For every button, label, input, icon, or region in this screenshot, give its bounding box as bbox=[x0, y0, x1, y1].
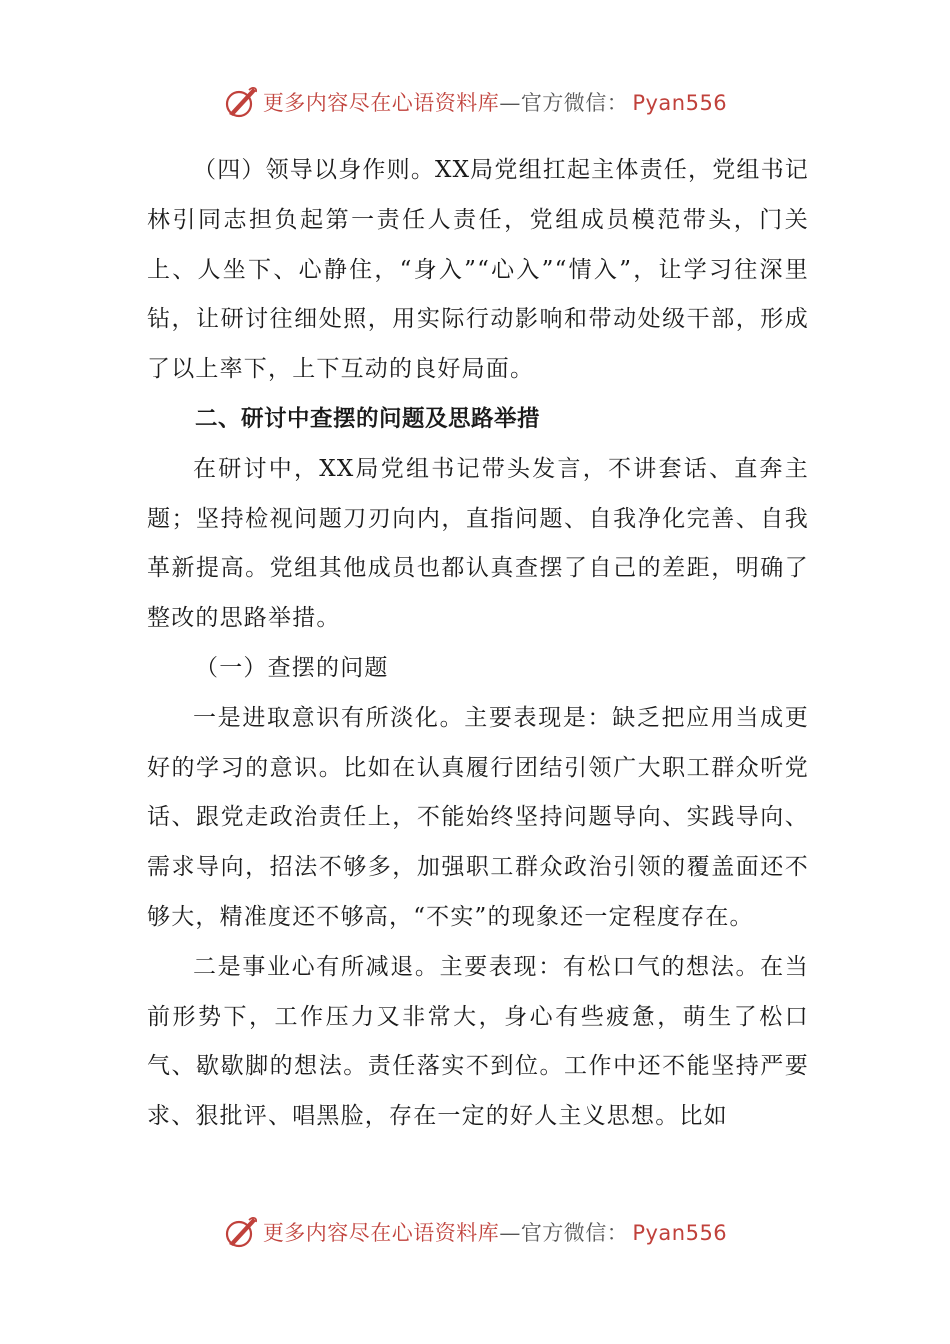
footer-watermark-banner bbox=[0, 1210, 950, 1254]
banner-sub-text: —官方微信： bbox=[499, 1221, 629, 1245]
banner-wechat-id: Pyan556 bbox=[632, 1221, 728, 1245]
banner-wechat-id: Pyan556 bbox=[632, 91, 728, 115]
paragraph-problem-two: 二是事业心有所减退。主要表现：有松口气的想法。在当前形势下，工作压力又非常大，身心有些疲惫，萌生了松口气、歇歇脚的想法。责任落实不到位。工作中还不能坚持严要求、狠批评、唱黑脸，存在一定的好人主义思想。比如 bbox=[147, 953, 809, 1130]
document-body bbox=[147, 146, 809, 1142]
pen-logo-icon bbox=[223, 1214, 259, 1250]
banner-text bbox=[263, 87, 727, 117]
banner-sub-text: —官方微信： bbox=[499, 91, 629, 115]
paragraph-problem-one: 一是进取意识有所淡化。主要表现是：缺乏把应用当成更好的学习的意识。比如在认真履行团结引领广大职工群众听党话、跟党走政治责任上，不能始终坚持问题导向、实践导向、需求导向，招法不够多，加强职工群众政治引领的覆盖面还不够大，精准度还不够高，“不实”的现象还一定程度存在。 bbox=[147, 704, 809, 930]
subheading-problems: （一）查摆的问题 bbox=[195, 654, 389, 681]
section-heading-two: 二、研讨中查摆的问题及思路举措 bbox=[195, 405, 541, 432]
pen-logo-icon bbox=[223, 84, 259, 120]
paragraph-leadership: （四）领导以身作则。XX局党组扛起主体责任，党组书记林引同志担负起第一责任人责任，党组成员模范带头，门关上、人坐下、心静住，“身入”“心入”“情入”，让学习往深里钻，让研讨往细处照，用实际行动影响和带动处级干部，形成了以上率下，上下互动的良好局面。 bbox=[147, 157, 809, 383]
banner-main-text: 更多内容尽在心语资料库 bbox=[262, 1221, 500, 1245]
banner-text bbox=[263, 1217, 727, 1247]
header-watermark-banner bbox=[0, 80, 950, 124]
paragraph-discussion: 在研讨中，XX局党组书记带头发言，不讲套话、直奔主题；坚持检视问题刀刃向内，直指问题、自我净化完善、自我革新提高。党组其他成员也都认真查摆了自己的差距，明确了整改的思路举措。 bbox=[147, 455, 809, 632]
banner-main-text: 更多内容尽在心语资料库 bbox=[262, 91, 500, 115]
